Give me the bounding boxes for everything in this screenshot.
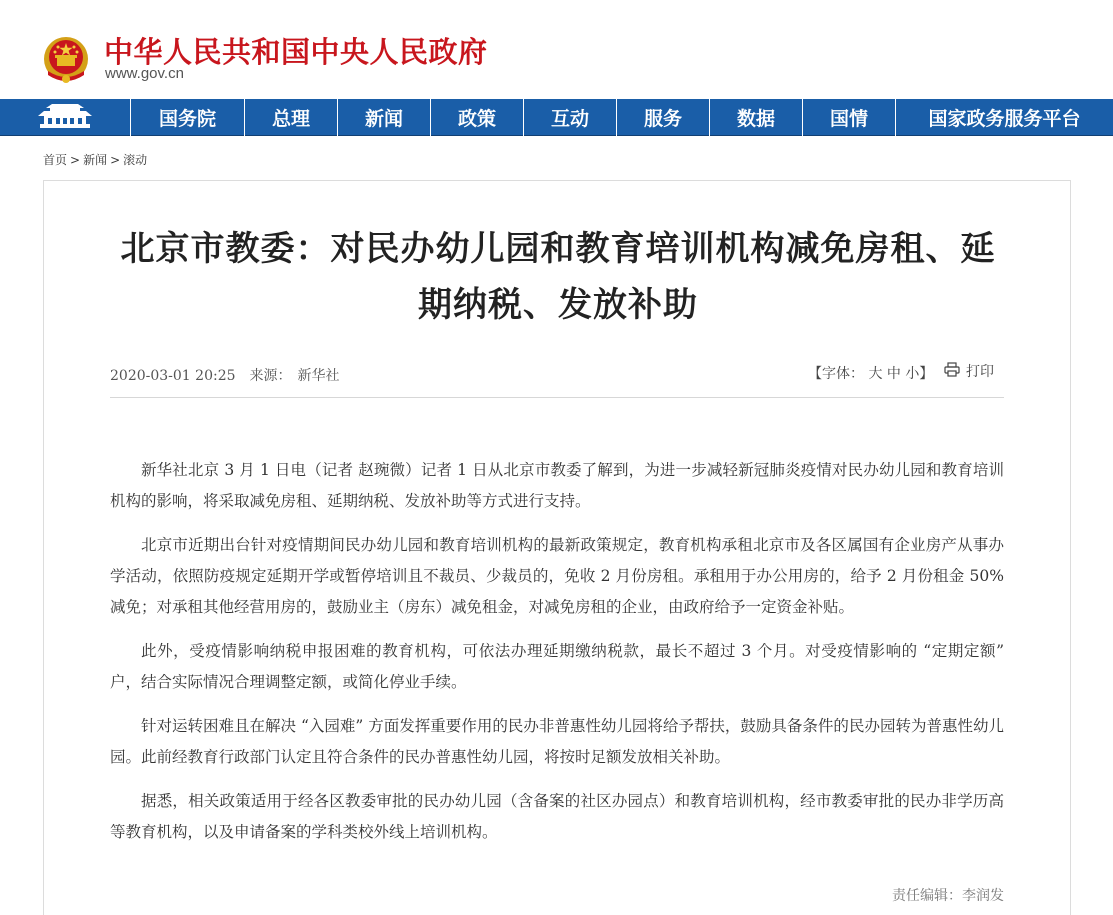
article-paragraph: 此外，受疫情影响纳税申报困难的教育机构，可依法办理延期缴纳税款，最长不超过 3 个月。对受疫情影响的 “定期定额” 户，结合实际情况合理调整定额，或简化停业手续。 — [110, 642, 1004, 691]
article-paragraph: 据悉，相关政策适用于经各区教委审批的民办幼儿园（含备案的社区办园点）和教育培训机构，经市教委审批的民办非学历高等教育机构，以及申请备案的学科类校外线上培训机构。 — [110, 792, 1004, 841]
printer-icon — [944, 362, 966, 381]
article-paragraph: 针对运转困难且在解决 “入园难” 方面发挥重要作用的民办非普惠性幼儿园将给予帮扶，鼓励具备条件的民办园转为普惠性幼儿园。此前经教育行政部门认定且符合条件的民办普惠性幼儿园，将按时足额发放相关补助。 — [110, 717, 1004, 766]
print-label: 打印 — [966, 364, 994, 380]
font-medium-button[interactable]: 中 — [886, 366, 901, 382]
national-emblem-icon[interactable] — [42, 35, 90, 85]
font-large-button[interactable]: 大 — [868, 366, 883, 382]
article-datetime: 2020-03-01 20:25 — [110, 368, 236, 384]
meta-divider — [110, 397, 1004, 398]
font-small-button[interactable]: 小 — [905, 366, 920, 382]
breadcrumb-scroll-link[interactable]: 滚动 — [123, 153, 148, 167]
site-title[interactable]: 中华人民共和国中央人民政府 — [104, 35, 488, 69]
font-size-label: 【字体： — [808, 366, 864, 382]
main-nav — [0, 99, 1113, 136]
nav-item-interaction[interactable]: 互动 — [524, 99, 617, 136]
article-paragraph: 新华社北京 3 月 1 日电（记者 赵琬微）记者 1 日从北京市教委了解到，为进一步减轻新冠肺炎疫情对民办幼儿园和教育培训机构的影响，将采取减免房租、延期纳税、发放补助等方式进行支持。 — [110, 461, 1004, 510]
nav-home-button[interactable] — [0, 99, 131, 136]
breadcrumb-news-link[interactable]: 新闻 — [83, 153, 108, 167]
article-meta — [110, 365, 340, 385]
nav-item-premier[interactable]: 总理 — [245, 99, 338, 136]
nav-item-policy[interactable]: 政策 — [431, 99, 524, 136]
article-title: 北京市教委：对民办幼儿园和教育培训机构减免房租、延期纳税、发放补助 — [120, 229, 996, 325]
nav-item-services[interactable]: 服务 — [617, 99, 710, 136]
article-body — [110, 455, 1004, 861]
nav-item-state-council[interactable]: 国务院 — [131, 99, 245, 136]
responsible-editor: 责任编辑：李润发 — [892, 888, 1004, 904]
nav-item-data[interactable]: 数据 — [710, 99, 803, 136]
breadcrumb-home-link[interactable]: 首页 — [43, 153, 68, 167]
site-domain[interactable]: www.gov.cn — [105, 65, 184, 82]
breadcrumb-separator: > — [110, 153, 121, 167]
nav-item-gov-service-platform[interactable]: 国家政务服务平台 — [928, 108, 1081, 130]
article-container — [43, 180, 1071, 915]
print-button[interactable] — [944, 361, 994, 381]
source-label: 来源： — [249, 368, 292, 384]
site-header — [0, 0, 1113, 99]
tiananmen-icon — [34, 102, 96, 134]
breadcrumb — [43, 151, 147, 168]
breadcrumb-separator: > — [70, 153, 81, 167]
font-size-close-bracket: 】 — [919, 366, 934, 382]
nav-item-national-info[interactable]: 国情 — [803, 99, 896, 136]
nav-item-news[interactable]: 新闻 — [338, 99, 431, 136]
source-value: 新华社 — [297, 368, 340, 384]
font-size-control — [808, 363, 933, 383]
article-paragraph: 北京市近期出台针对疫情期间民办幼儿园和教育培训机构的最新政策规定，教育机构承租北京市及各区属国有企业房产从事办学活动，依照防疫规定延期开学或暂停培训且不裁员、少裁员的，免收 2 月份房租。承租用于办公用房的，给予 2 月份租金 50% 减免；对承租其他经营用房的，鼓励业主（房东）减免租金，对减免房租的企业，由政府给予一定资金补贴。 — [110, 536, 1004, 616]
